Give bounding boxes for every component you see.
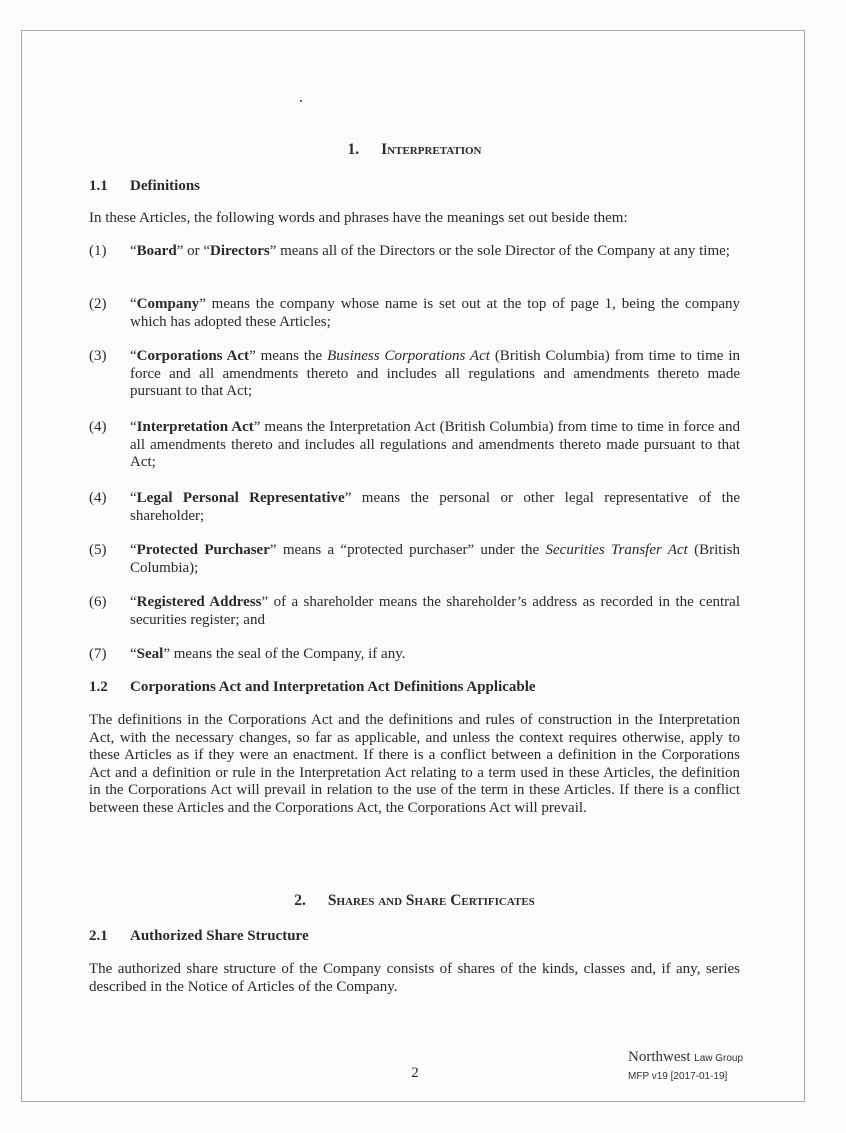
definition-item: [89, 594, 740, 629]
section-1-heading: [89, 141, 740, 159]
subsection-title: Corporations Act and Interpretation Act Definitions Applicable: [130, 679, 536, 695]
defined-term: Interpretation Act: [136, 419, 254, 435]
definition-item: [89, 243, 740, 261]
defined-term: Protected Purchaser: [136, 542, 270, 558]
subsection-number: 1.2: [89, 679, 108, 695]
paragraph-2-1: The authorized share structure of the Company consists of shares of the kinds, classes and, if any, series described in the Notice of Articles of the Company.: [89, 961, 740, 995]
definition-body: “Legal Personal Representative” means the personal or other legal representative of the shareholder;: [130, 490, 740, 524]
statute-name: Securities Transfer Act: [545, 542, 688, 558]
subsection-number: 1.1: [89, 178, 108, 194]
defined-term: Company: [136, 296, 200, 312]
definition-item: [89, 490, 740, 525]
definition-marker: (2): [89, 296, 107, 312]
section-title: Interpretation: [381, 141, 482, 158]
definition-marker: (7): [89, 646, 107, 662]
definition-marker: (1): [89, 243, 107, 259]
definitions-intro: In these Articles, the following words and phrases have the meanings set out beside them:: [89, 210, 628, 226]
definition-marker: (4): [89, 419, 107, 435]
definition-body: “Seal” means the seal of the Company, if any.: [130, 646, 406, 662]
definition-item: [89, 646, 740, 664]
definition-item: [89, 419, 740, 472]
paragraph-1-2: The definitions in the Corporations Act and the definitions and rules of construction in the Interpretation Act, with the necessary changes, so far as applicable, and unless the context requires otherwise, apply to these Articles as if they were an enactment. If there is a conflict between a definition in the Corporations Act and a definition or rule in the Interpretation Act relating to a term used in these Articles, the definition in the Corporations Act will prevail in relation to the use of the term in these Articles. If there is a conflict between these Articles and the Corporations Act, the Corporations Act will prevail.: [89, 712, 740, 816]
section-2-heading: [89, 892, 740, 910]
section-number: 1.: [347, 141, 360, 158]
definition-marker: (5): [89, 542, 107, 558]
statute-name: Business Corporations Act: [327, 348, 490, 364]
definition-body: “Board” or “Directors” means all of the Directors or the sole Director of the Company at any time;: [130, 243, 730, 259]
footer-brand: [628, 1049, 743, 1066]
footer-version: MFP v19 [2017-01-19]: [628, 1071, 728, 1082]
definition-body: “Interpretation Act” means the Interpretation Act (British Columbia) from time to time in force and all amendments thereto and includes all regulations and amendments thereto made pursuant to that Act;: [130, 419, 740, 471]
subsection-title: Definitions: [130, 178, 201, 194]
defined-term: Directors: [210, 243, 270, 259]
subsection-number: 2.1: [89, 928, 108, 944]
definition-item: [89, 296, 740, 331]
page-number: 2: [411, 1065, 419, 1081]
definition-body: “Registered Address” of a shareholder means the shareholder’s address as recorded in the central securities register; and: [130, 594, 740, 628]
subsection-1-1-heading: [89, 178, 200, 195]
section-number: 2.: [294, 892, 306, 909]
brand-initial: N: [628, 1049, 639, 1065]
subsection-1-2-heading: [89, 679, 536, 696]
definition-body: “Company” means the company whose name is set out at the top of page 1, being the company which has adopted these Articles;: [130, 296, 740, 330]
definition-body: “Corporations Act” means the Business Corporations Act (British Columbia) from time to time in force and all amendments thereto and includes all regulations and amendments thereto made pursuant to that Act;: [130, 348, 740, 400]
definition-marker: (6): [89, 594, 107, 610]
brand-suffix: Law Group: [694, 1053, 744, 1064]
subsection-title: Authorized Share Structure: [130, 928, 309, 944]
subsection-2-1-heading: [89, 928, 309, 945]
definition-item: [89, 348, 740, 401]
defined-term: Board: [136, 243, 177, 259]
scan-speck: [300, 100, 302, 102]
definition-marker: (3): [89, 348, 107, 364]
defined-term: Legal Personal Representative: [136, 490, 345, 506]
definition-body: “Protected Purchaser” means a “protected purchaser” under the Securities Transfer Act (British Columbia);: [130, 542, 740, 576]
section-title: Shares and Share Certificates: [327, 892, 535, 909]
brand-name: orthwest: [638, 1049, 691, 1065]
defined-term: Registered Address: [136, 594, 262, 610]
definition-marker: (4): [89, 490, 107, 506]
definition-item: [89, 542, 740, 577]
defined-term: Corporations Act: [136, 348, 250, 364]
defined-term: Seal: [136, 646, 164, 662]
